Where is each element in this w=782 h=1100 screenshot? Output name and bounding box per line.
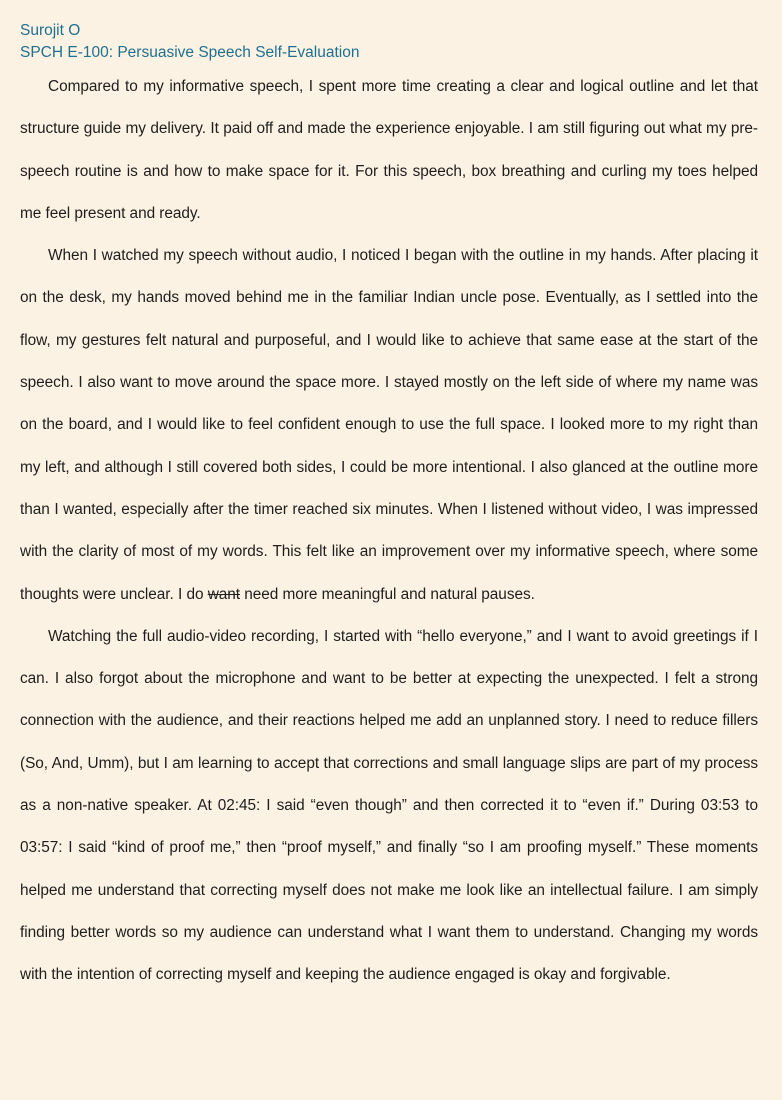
document-body	[20, 66, 758, 997]
paragraph-1: Compared to my informative speech, I spent more time creating a clear and logical outline and let that structure guide my delivery. It paid off and made the experience enjoyable. I am still figuring out what my pre-speech routine is and how to make space for it. For this speech, box breathing and curling my toes helped me feel present and ready.	[20, 78, 758, 222]
paragraph-2	[20, 235, 758, 616]
paragraph-3: Watching the full audio-video recording, I started with “hello everyone,” and I want to avoid greetings if I can. I also forgot about the microphone and want to be better at expecting the unexpected. I felt a strong connection with the audience, and their reactions helped me add an unplanned story. I need to reduce fillers (So, And, Umm), but I am learning to accept that corrections and small language slips are part of my process as a non-native speaker. At 02:45: I said “even though” and then corrected it to “even if.” During 03:53 to 03:57: I said “kind of proof me,” then “proof myself,” and finally “so I am proofing myself.” These moments helped me understand that correcting myself does not make me look like an intellectual failure. I am simply finding better words so my audience can understand what I want them to understand. Changing my words with the intention of correcting myself and keeping the audience engaged is okay and forgivable.	[20, 627, 758, 984]
course-title: SPCH E-100: Persuasive Speech Self-Evaluation	[20, 44, 360, 61]
struck-word: want	[207, 585, 240, 603]
author-name: Surojit O	[20, 22, 81, 39]
paragraph-2-end: need more meaningful and natural pauses.	[240, 585, 535, 603]
document-header	[20, 20, 758, 64]
paragraph-2-text: When I watched my speech without audio, I noticed I began with the outline in my hands. After placing it on the desk, my hands moved behind me in the familiar Indian uncle pose. Eventually, as I settled into the flow, my gestures felt natural and purposeful, and I would like to achieve that same ease at the start of the speech. I also want to move around the space more. I stayed mostly on the left side of where my name was on the board, and I would like to feel confident enough to use the full space. I looked more to my right than my left, and although I still covered both sides, I could be more intentional. I also glanced at the outline more than I wanted, especially after the timer reached six minutes. When I listened without video, I was impressed with the clarity of most of my words. This felt like an improvement over my informative speech, where some thoughts were unclear. I do	[20, 247, 758, 603]
